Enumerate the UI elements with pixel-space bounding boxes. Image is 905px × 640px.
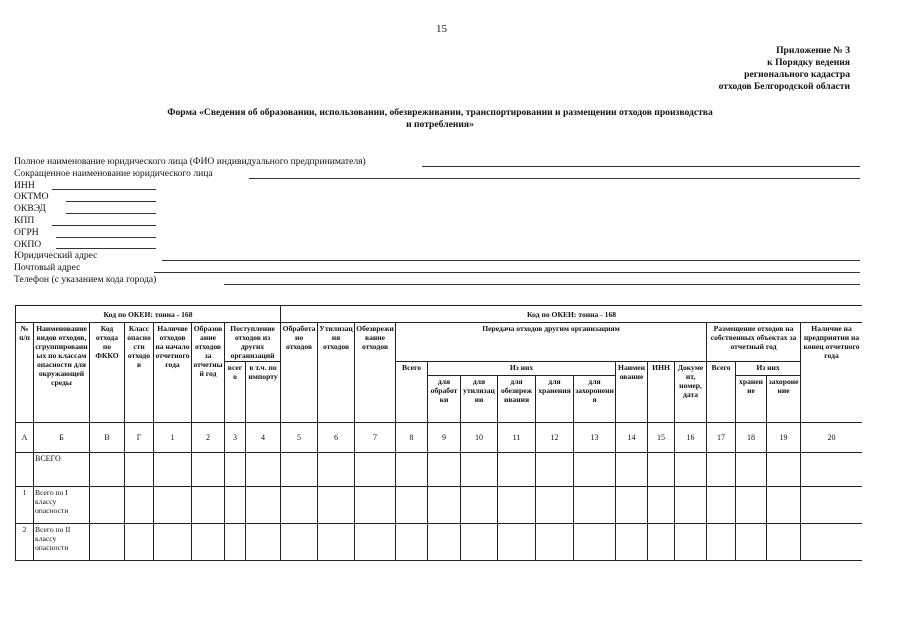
column-number: 1 bbox=[154, 423, 192, 453]
table-cell[interactable] bbox=[461, 487, 498, 524]
table-cell[interactable] bbox=[675, 453, 707, 487]
column-number: 7 bbox=[355, 423, 396, 453]
appendix-note bbox=[650, 45, 850, 93]
form-title bbox=[130, 107, 750, 131]
column-number: 14 bbox=[616, 423, 648, 453]
col-header-name: Наименование видов отходов, сгруппированных по классам опасности для окружающей среды bbox=[34, 323, 90, 423]
table-cell[interactable] bbox=[355, 524, 396, 561]
col-header-processed: Обработано отходов bbox=[281, 323, 318, 423]
col-header-utilized: Утилизация отходов bbox=[318, 323, 355, 423]
fill-line[interactable] bbox=[422, 166, 860, 167]
table-cell[interactable] bbox=[736, 453, 767, 487]
table-cell[interactable] bbox=[616, 487, 648, 524]
column-number: 4 bbox=[246, 423, 281, 453]
col-header-org-name: Наименование bbox=[616, 362, 648, 423]
col-header-num: № п/п bbox=[16, 323, 34, 423]
column-number: 6 bbox=[318, 423, 355, 453]
table-cell[interactable] bbox=[736, 524, 767, 561]
table-cell[interactable] bbox=[225, 487, 246, 524]
table-cell[interactable] bbox=[616, 453, 648, 487]
appendix-line: Приложение № 3 bbox=[776, 45, 850, 56]
col-header-hazard: Класс опасности отходов bbox=[125, 323, 154, 423]
row-number bbox=[16, 453, 34, 487]
table-cell[interactable] bbox=[225, 453, 246, 487]
field-inn: ИНН bbox=[14, 180, 864, 192]
field-kpp: КПП bbox=[14, 215, 864, 227]
col-header-start: Наличие отходов на начало отчетного года bbox=[154, 323, 192, 423]
table-cell[interactable] bbox=[355, 487, 396, 524]
table-cell[interactable] bbox=[154, 524, 192, 561]
table-cell[interactable] bbox=[396, 453, 428, 487]
column-number: А bbox=[16, 423, 34, 453]
table-cell[interactable] bbox=[125, 487, 154, 524]
col-header-placement-of-them: Из них bbox=[736, 362, 801, 376]
column-number: 17 bbox=[707, 423, 736, 453]
column-number: 15 bbox=[648, 423, 675, 453]
table-cell[interactable] bbox=[428, 524, 461, 561]
table-cell[interactable] bbox=[574, 487, 616, 524]
field-full-name: Полное наименование юридического лица (ФИО индивидуального предпринимателя) bbox=[14, 156, 864, 168]
col-header-placement: Размещение отходов на собственных объектах за отчетный год bbox=[707, 323, 801, 362]
form-title-line: Форма «Сведения об образовании, использовании, обезвреживании, транспортировании и размещении отходов производства bbox=[167, 107, 713, 118]
table-cell[interactable] bbox=[90, 487, 125, 524]
table-cell[interactable] bbox=[536, 524, 574, 561]
column-number: 16 bbox=[675, 423, 707, 453]
col-header-storage: хранение bbox=[736, 376, 767, 423]
table-cell[interactable] bbox=[498, 524, 536, 561]
field-ogrn: ОГРН bbox=[14, 227, 864, 239]
row-name: Всего по I классу опасности bbox=[34, 487, 90, 524]
column-number: В bbox=[90, 423, 125, 453]
table-cell[interactable] bbox=[428, 453, 461, 487]
column-number: 9 bbox=[428, 423, 461, 453]
table-cell[interactable] bbox=[648, 524, 675, 561]
table-cell[interactable] bbox=[574, 453, 616, 487]
page-number: 15 bbox=[436, 23, 447, 35]
column-number: 8 bbox=[396, 423, 428, 453]
table-cell[interactable] bbox=[318, 524, 355, 561]
table-cell[interactable] bbox=[801, 524, 862, 561]
table-cell[interactable] bbox=[281, 453, 318, 487]
table-cell[interactable] bbox=[707, 453, 736, 487]
col-header-for-processing: для обработки bbox=[428, 376, 461, 423]
column-numbers-row bbox=[16, 423, 863, 453]
table-cell[interactable] bbox=[90, 524, 125, 561]
table-cell[interactable] bbox=[767, 453, 801, 487]
column-number: 3 bbox=[225, 423, 246, 453]
column-number: 20 bbox=[801, 423, 862, 453]
col-header-formed: Образование отходов за отчетный год bbox=[192, 323, 225, 423]
table-cell[interactable] bbox=[154, 453, 192, 487]
column-number: Б bbox=[34, 423, 90, 453]
table-cell[interactable] bbox=[154, 487, 192, 524]
table-cell[interactable] bbox=[767, 524, 801, 561]
field-okpo: ОКПО bbox=[14, 239, 864, 251]
col-header-transfer: Передача отходов другим организациям bbox=[396, 323, 707, 362]
table-cell[interactable] bbox=[574, 524, 616, 561]
table-cell[interactable] bbox=[318, 453, 355, 487]
table-cell[interactable] bbox=[281, 524, 318, 561]
table-cell[interactable] bbox=[125, 453, 154, 487]
table-cell[interactable] bbox=[648, 453, 675, 487]
fill-line[interactable] bbox=[154, 272, 860, 273]
okei-left: Код по ОКЕИ: тонна - 168 bbox=[16, 306, 281, 323]
row-number: 2 bbox=[16, 524, 34, 561]
table-cell[interactable] bbox=[736, 487, 767, 524]
col-header-of-them: Из них bbox=[428, 362, 616, 376]
table-cell[interactable] bbox=[498, 453, 536, 487]
fill-line[interactable] bbox=[56, 248, 156, 249]
field-phone: Телефон (с указанием кода города) bbox=[14, 274, 864, 286]
table-cell[interactable] bbox=[192, 487, 225, 524]
row-number: 1 bbox=[16, 487, 34, 524]
table-cell[interactable] bbox=[125, 524, 154, 561]
row-name: Всего по II классу опасности bbox=[34, 524, 90, 561]
column-number: 19 bbox=[767, 423, 801, 453]
appendix-line: отходов Белгородской области bbox=[718, 81, 850, 92]
col-header-fkko: Код отхода по ФККО bbox=[90, 323, 125, 423]
table-row bbox=[16, 524, 863, 561]
col-header-received-import: в т.ч. по импорту bbox=[246, 362, 281, 423]
col-header-doc: Документ, номер, дата bbox=[675, 362, 707, 423]
column-number: 18 bbox=[736, 423, 767, 453]
okei-right: Код по ОКЕИ: тонна - 168 bbox=[281, 306, 862, 323]
table-cell[interactable] bbox=[318, 487, 355, 524]
table-cell[interactable] bbox=[396, 524, 428, 561]
table-cell[interactable] bbox=[801, 453, 862, 487]
col-header-end: Наличие на предприятии на конец отчетного года bbox=[801, 323, 862, 423]
field-short-name: Сокращенное наименование юридического лица bbox=[14, 168, 864, 180]
table-cell[interactable] bbox=[246, 453, 281, 487]
column-number: 13 bbox=[574, 423, 616, 453]
table-cell[interactable] bbox=[281, 487, 318, 524]
field-oktmo: ОКТМО bbox=[14, 191, 864, 203]
column-number: 12 bbox=[536, 423, 574, 453]
column-number: Г bbox=[125, 423, 154, 453]
col-header-inn: ИНН bbox=[648, 362, 675, 423]
col-header-burial: захоронение bbox=[767, 376, 801, 423]
col-header-placement-total: Всего bbox=[707, 362, 736, 423]
fill-line[interactable] bbox=[224, 284, 860, 285]
waste-table bbox=[15, 305, 862, 561]
table-cell[interactable] bbox=[246, 487, 281, 524]
column-number: 5 bbox=[281, 423, 318, 453]
field-legal-address: Юридический адрес bbox=[14, 250, 864, 262]
field-postal-address: Почтовый адрес bbox=[14, 262, 864, 274]
fill-line[interactable] bbox=[249, 178, 860, 179]
table-cell[interactable] bbox=[707, 487, 736, 524]
appendix-line: к Порядку ведения bbox=[767, 57, 850, 68]
table-row bbox=[16, 487, 863, 524]
col-header-for-utilization: для утилизации bbox=[461, 376, 498, 423]
col-header-for-neutralization: для обезвреживания bbox=[498, 376, 536, 423]
col-header-transfer-total: Всего bbox=[396, 362, 428, 423]
fill-line[interactable] bbox=[52, 189, 156, 190]
fill-line[interactable] bbox=[66, 213, 156, 214]
column-number: 10 bbox=[461, 423, 498, 453]
table-cell[interactable] bbox=[461, 524, 498, 561]
col-header-neutralized: Обезвреживание отходов bbox=[355, 323, 396, 423]
table-cell[interactable] bbox=[498, 487, 536, 524]
table-cell[interactable] bbox=[767, 487, 801, 524]
table-cell[interactable] bbox=[801, 487, 862, 524]
organization-fields bbox=[14, 156, 864, 286]
col-header-received: Поступление отходов из других организаций bbox=[225, 323, 281, 362]
column-number: 11 bbox=[498, 423, 536, 453]
col-header-received-all: всего bbox=[225, 362, 246, 423]
table-cell[interactable] bbox=[536, 453, 574, 487]
row-name: ВСЕГО bbox=[34, 453, 90, 487]
table-cell[interactable] bbox=[461, 453, 498, 487]
fill-line[interactable] bbox=[56, 237, 156, 238]
fill-line[interactable] bbox=[52, 225, 156, 226]
table-row bbox=[16, 453, 863, 487]
table-cell[interactable] bbox=[707, 524, 736, 561]
table-cell[interactable] bbox=[90, 453, 125, 487]
col-header-for-storage: для хранения bbox=[536, 376, 574, 423]
table-cell[interactable] bbox=[616, 524, 648, 561]
table-cell[interactable] bbox=[675, 524, 707, 561]
col-header-for-burial: для захоронения bbox=[574, 376, 616, 423]
table-cell[interactable] bbox=[225, 524, 246, 561]
table-cell[interactable] bbox=[536, 487, 574, 524]
table-cell[interactable] bbox=[675, 487, 707, 524]
table-cell[interactable] bbox=[192, 524, 225, 561]
form-title-line: и потребления» bbox=[406, 119, 474, 130]
table-cell[interactable] bbox=[428, 487, 461, 524]
table-cell[interactable] bbox=[355, 453, 396, 487]
table-cell[interactable] bbox=[396, 487, 428, 524]
fill-line[interactable] bbox=[162, 260, 860, 261]
table-cell[interactable] bbox=[192, 453, 225, 487]
column-number: 2 bbox=[192, 423, 225, 453]
fill-line[interactable] bbox=[66, 201, 156, 202]
table-cell[interactable] bbox=[648, 487, 675, 524]
field-okved: ОКВЭД bbox=[14, 203, 864, 215]
waste-table-wrapper bbox=[15, 305, 862, 582]
table-cell[interactable] bbox=[246, 524, 281, 561]
appendix-line: регионального кадастра bbox=[744, 69, 850, 80]
